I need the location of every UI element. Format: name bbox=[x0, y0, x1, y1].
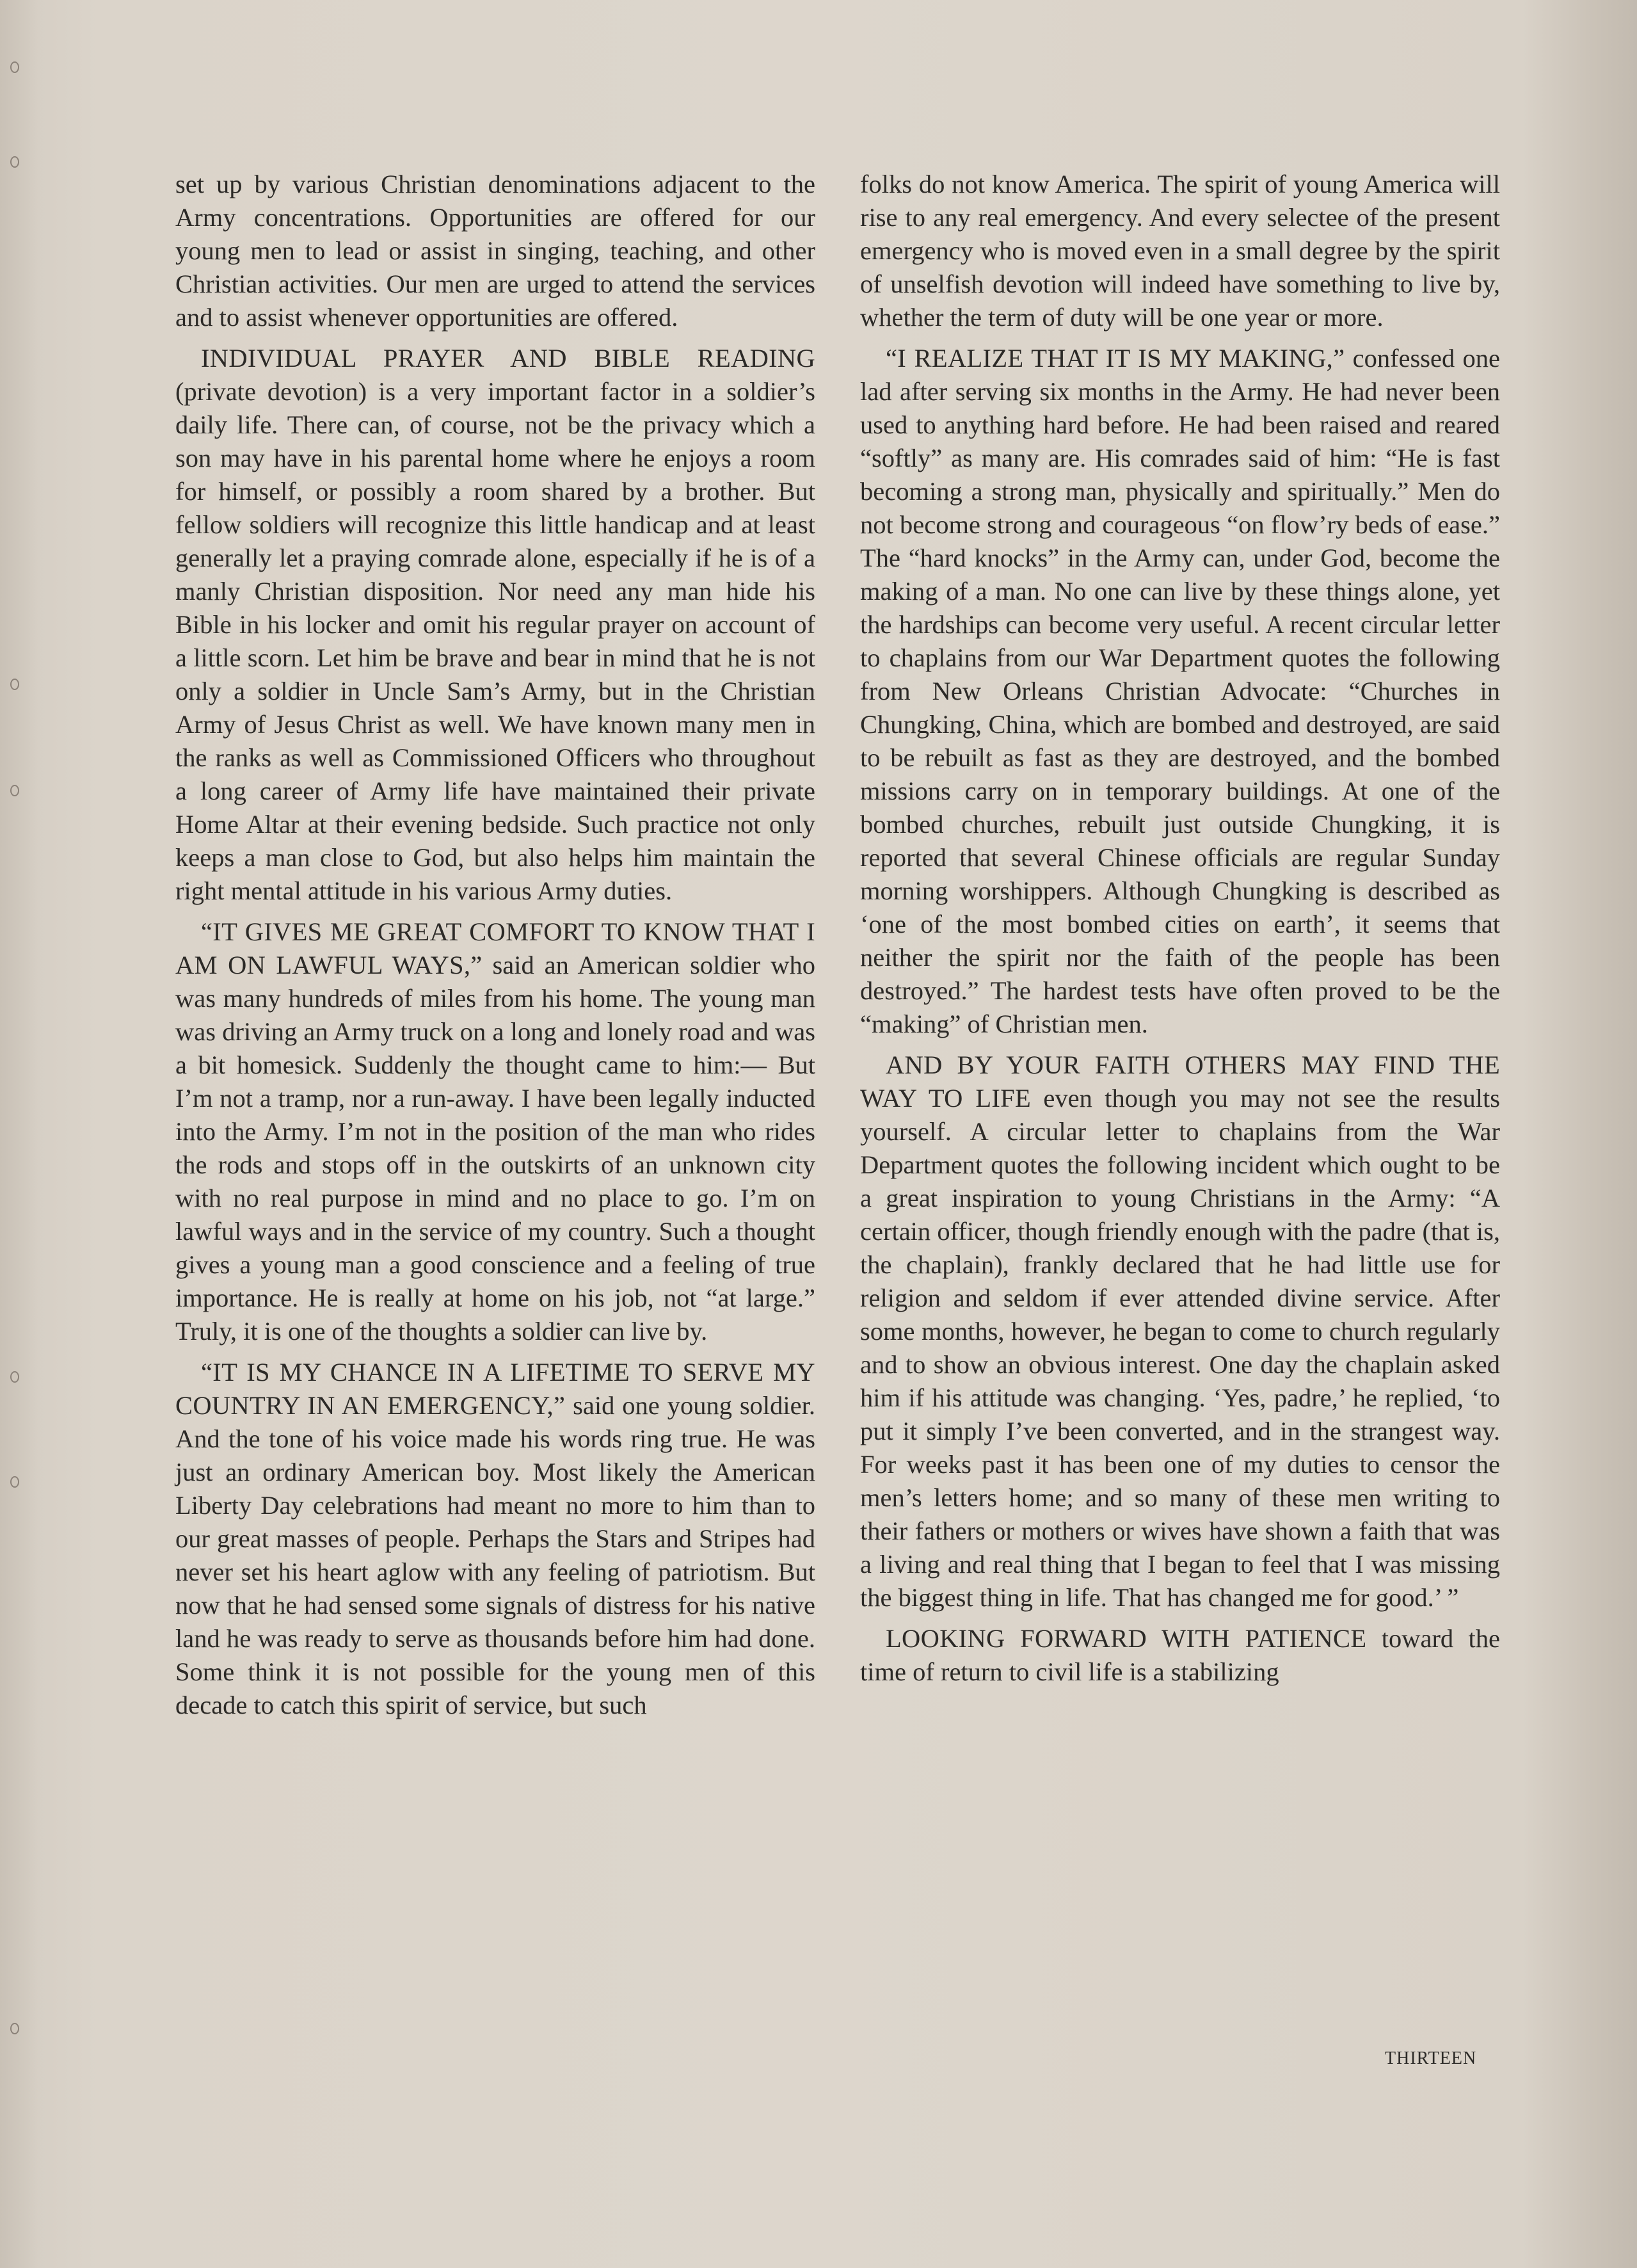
paragraph-lead: INDIVIDUAL PRAYER AND BIBLE READING bbox=[201, 344, 815, 373]
left-column bbox=[175, 168, 815, 1730]
paragraph: “IT GIVES ME GREAT COMFORT TO KNOW THAT I AM ON LAWFUL WAYS,” said an American soldier who was many hundreds of miles from his home. The young man was driving an Army truck on a long and lonely road and was a bit homesick. Suddenly the thought came to him:— But I’m not a tramp, nor a run-away. I have been legally inducted into the Army. I’m not in the position of the man who rides the rods and stops off in the outskirts of an unknown city with no real purpose in mind and no place to go. I’m on lawful ways and in the service of my country. Such a thought gives a young man a good conscience and a feeling of true importance. He is really at home on his job, not “at large.” Truly, it is one of the thoughts a soldier can live by. bbox=[175, 917, 816, 1346]
paragraph-lead: AND BY YOUR FAITH OTHERS MAY FIND THE WAY TO LIFE bbox=[860, 1050, 1500, 1113]
paragraph: set up by various Christian denominations adjacent to the Army concentrations. Opportunities are offered for our young men to lead or assist in singing, teaching, and other Christian activities. Our men are urged to attend the services and to assist whenever opportunities are offered. bbox=[175, 170, 815, 332]
paragraph: “IT IS MY CHANCE IN A LIFETIME TO SERVE MY COUNTRY IN AN EMERGENCY,” said one young soldier. And the tone of his voice made his words ring true. He was just an ordinary American boy. Most likely the American Liberty Day celebrations had meant no more to him than to our great masses of people. Perhaps the Stars and Stripes had never set his heart aglow with any feeling of patriotism. But now that he had sensed some signals of distress for his native land he was ready to serve as thousands before him had done. Some think it is not possible for the young men of this decade to catch this spirit of service, but such bbox=[175, 1358, 815, 1719]
page-number: THIRTEEN bbox=[1385, 2048, 1477, 2068]
binding-hole bbox=[10, 2023, 19, 2034]
paragraph: INDIVIDUAL PRAYER AND BIBLE READING (private devotion) is a very important factor in a soldier’s daily life. There can, of course, not be the privacy which a son may have in his parental home where he enjoys a room for himself, or possibly a room shared by a brother. But fellow soldiers will recognize this little handicap and at least generally let a praying comrade alone, especially if he is of a manly Christian disposition. Nor need any man hide his Bible in his locker and omit his regular prayer on account of a little scorn. Let him be brave and bear in mind that he is not only a soldier in Uncle Sam’s Army, but in the Christian Army of Jesus Christ as well. We have known many men in the ranks as well as Commissioned Officers who throughout a long career of Army life have maintained their private Home Altar at their evening bedside. Such practice not only keeps a man close to God, but also helps him maintain the right mental attitude in his various Army duties. bbox=[175, 344, 815, 905]
paragraph-lead: “I REALIZE THAT IT IS MY MAKING,” bbox=[886, 344, 1345, 373]
paragraph: AND BY YOUR FAITH OTHERS MAY FIND THE WAY TO LIFE even though you may not see the results yourself. A circular letter to chaplains from the War Department quotes the following incident which ought to be a great inspiration to young Christians in the Army: “A certain officer, though friendly enough with the padre (that is, the chaplain), frankly declared that he had little use for religion and seldom if ever attended divine service. After some months, however, he began to come to church regularly and to show an obvious interest. One day the chaplain asked him if his attitude was changing. ‘Yes, padre,’ he replied, ‘to put it simply I’ve been converted, and in the strangest way. For weeks past it has been one of my duties to censor the men’s letters home; and so many of these men writing to their fathers or mothers or wives have shown a faith that was a living and real thing that I began to feel that I was missing the biggest thing in life. That has changed me for good.’ ” bbox=[860, 1050, 1500, 1612]
paragraph: folks do not know America. The spirit of young America will rise to any real emergency. And every selectee of the present emergency who is moved even in a small degree by the spirit of unselfish devotion will indeed have something to live by, whether the term of duty will be one year or more. bbox=[860, 170, 1500, 332]
binding-hole bbox=[10, 679, 19, 690]
binding-edge bbox=[0, 0, 38, 2268]
binding-hole bbox=[10, 1476, 19, 1488]
binding-hole bbox=[10, 785, 19, 796]
paragraph-lead: “IT GIVES ME GREAT COMFORT TO KNOW THAT I AM ON LAWFUL WAYS,” bbox=[175, 917, 815, 979]
paragraph-lead: LOOKING FORWARD WITH PATIENCE bbox=[886, 1624, 1367, 1653]
binding-hole bbox=[10, 1371, 19, 1383]
binding-hole bbox=[10, 61, 19, 73]
right-column bbox=[860, 168, 1500, 1696]
paragraph-lead: “IT IS MY CHANCE IN A LIFETIME TO SERVE MY COUNTRY IN AN EMERGENCY,” bbox=[175, 1358, 815, 1420]
paragraph: “I REALIZE THAT IT IS MY MAKING,” confessed one lad after serving six months in the Army. He had never been used to anything hard before. He had been raised and reared “softly” as many are. His comrades said of him: “He is fast becoming a strong man, physically and spiritually.” Men do not become strong and courageous “on flow’ry beds of ease.” The “hard knocks” in the Army can, under God, become the making of a man. No one can live by these things alone, yet the hardships can become very useful. A recent circular letter to chaplains from our War Department quotes the following from New Orleans Christian Advocate: “Churches in Chungking, China, which are bombed and destroyed, are said to be rebuilt as fast as they are destroyed, and the bombed missions carry on in temporary buildings. At one of the bombed churches, rebuilt just outside Chungking, it is reported that several Chinese officials are regular Sunday morning worshippers. Although Chungking is described as ‘one of the most bombed cities on earth’, it seems that neither the spirit nor the faith of the people has been destroyed.” The hardest tests have often proved to be the “making” of Christian men. bbox=[860, 344, 1500, 1038]
binding-hole bbox=[10, 156, 19, 168]
paragraph: LOOKING FORWARD WITH PATIENCE toward the time of return to civil life is a stabilizing bbox=[860, 1624, 1500, 1686]
